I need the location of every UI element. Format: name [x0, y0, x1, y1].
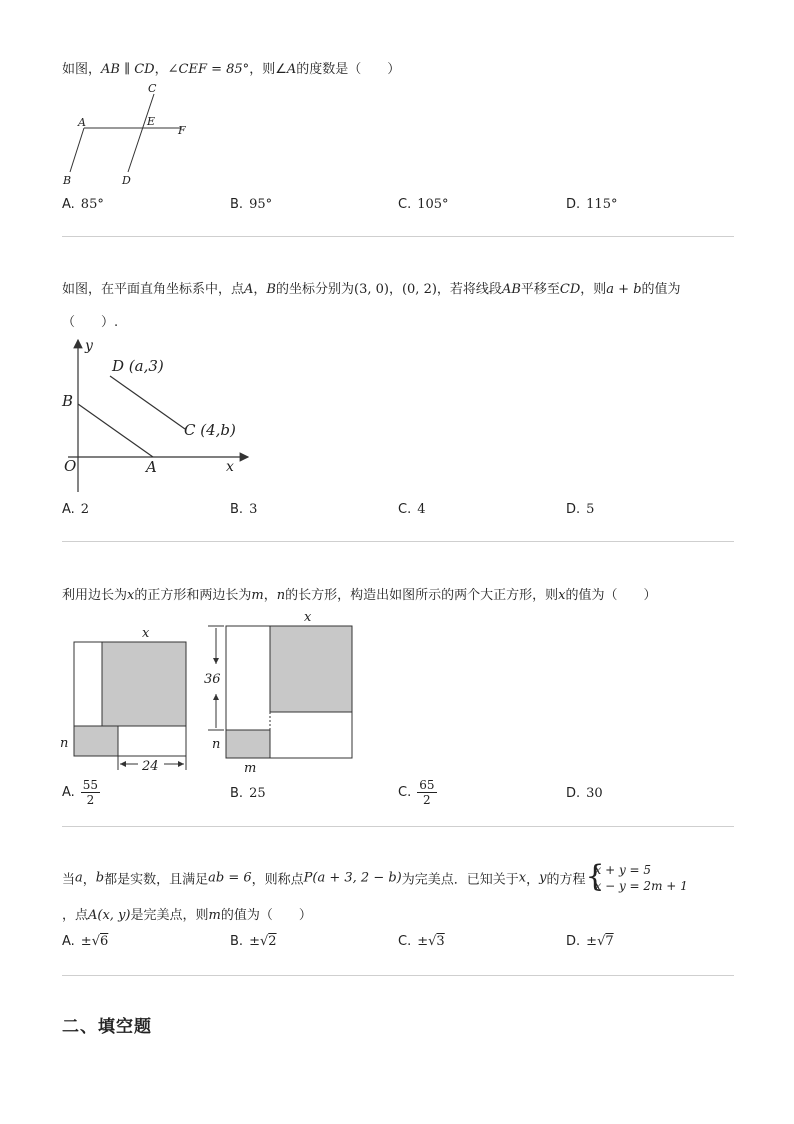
label-c: C — [148, 82, 157, 95]
q2-option-a[interactable]: A. 2 — [62, 502, 90, 517]
label-c: C (4,b) — [184, 421, 236, 439]
divider — [62, 826, 734, 827]
equation-system: { x + y = 5 x − y = 2m + 1 — [585, 859, 688, 894]
q4-stem-line2: ，点A(x, y)是完美点，则m的值为（ ） — [62, 908, 312, 923]
label-m-right: m — [244, 761, 257, 774]
label-d: D (a,3) — [112, 357, 164, 375]
label-b: B — [62, 392, 74, 410]
q1-figure — [58, 80, 198, 188]
label-e: E — [147, 115, 156, 128]
q3-stem: 利用边长为x的正方形和两边长为m，n的长方形，构造出如图所示的两个大正方形，则x的值为（ ） — [62, 588, 657, 603]
label-b: B — [63, 174, 72, 187]
q1-stem: 如图，AB ∥ CD，∠CEF = 85°，则∠A的度数是（ ） — [62, 62, 401, 77]
q2-stem-line1: 如图，在平面直角坐标系中，点A，B的坐标分别为(3, 0)，(0, 2)，若将线段AB平移至CD，则a + b的值为 — [62, 282, 681, 297]
label-f: F — [178, 124, 186, 137]
section-title: 二、填空题 — [62, 1017, 152, 1037]
label-x-left: x — [142, 626, 150, 641]
label-a: A — [146, 458, 157, 476]
q1-option-a[interactable]: A. 85° — [62, 197, 104, 212]
segment-cd — [110, 376, 185, 429]
line-cd — [128, 94, 154, 172]
label-36: 36 — [204, 672, 221, 687]
divider — [62, 236, 734, 237]
label-n-left: n — [60, 736, 69, 751]
q4-option-d[interactable]: D. ±√7 — [566, 934, 614, 949]
label-24: 24 — [142, 759, 159, 774]
segment-ab — [78, 404, 153, 457]
q1-option-d[interactable]: D. 115° — [566, 197, 618, 212]
q4-option-b[interactable]: B. ±√2 — [230, 934, 277, 949]
right-x-square — [270, 626, 352, 712]
q3-option-c[interactable]: C. $\frac{65}{2}$ — [398, 778, 435, 807]
label-y: y — [85, 338, 93, 354]
q2-option-c[interactable]: C. 4 — [398, 502, 426, 517]
label-o: O — [64, 457, 77, 475]
q3-option-d[interactable]: D. 30 — [566, 786, 603, 801]
label-x: x — [226, 459, 234, 475]
q2-figure — [58, 336, 258, 496]
left-small-square — [74, 726, 118, 756]
label-x-right: x — [304, 610, 312, 625]
q1-option-b[interactable]: B. 95° — [230, 197, 273, 212]
q2-stem-line2: （ ）. — [62, 315, 119, 330]
left-x-square — [102, 642, 186, 726]
label-n-right: n — [212, 737, 221, 752]
divider — [62, 541, 734, 542]
line-ab — [70, 128, 84, 172]
label-a: A — [78, 116, 86, 129]
q3-figure — [58, 608, 358, 774]
q2-option-d[interactable]: D. 5 — [566, 502, 595, 517]
q1-option-c[interactable]: C. 105° — [398, 197, 449, 212]
q4-option-c[interactable]: C. ±√3 — [398, 934, 445, 949]
label-d: D — [122, 174, 131, 187]
q2-option-b[interactable]: B. 3 — [230, 502, 258, 517]
q4-option-a[interactable]: A. ±√6 — [62, 934, 109, 949]
q3-option-b[interactable]: B. 25 — [230, 786, 266, 801]
q3-option-a[interactable]: A. $\frac{55}{2}$ — [62, 778, 99, 807]
right-small-square — [226, 730, 270, 758]
divider — [62, 975, 734, 976]
q4-stem-line1: 当a，b都是实数，且满足ab = 6，则称点P(a + 3, 2 − b)为完美点．已知关于x，y的方程 { x + y = 5 x − y = 2m + 1 — [62, 859, 688, 894]
